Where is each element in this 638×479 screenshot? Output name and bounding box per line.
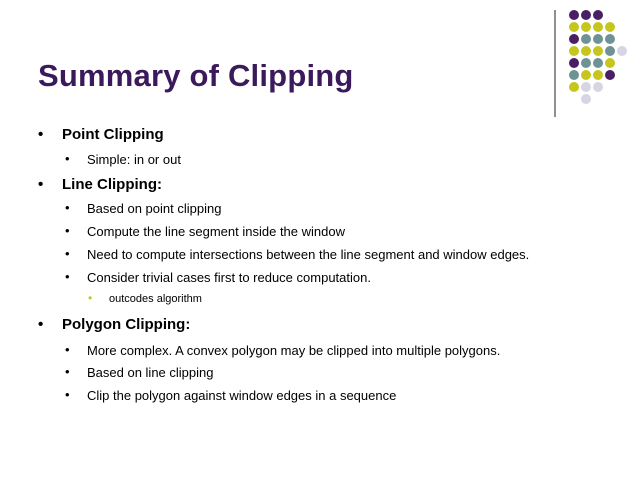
bullet-item bbox=[65, 387, 397, 403]
decorative-dot bbox=[581, 82, 591, 92]
decorative-dot bbox=[605, 70, 615, 80]
decorative-dot bbox=[569, 34, 579, 44]
bullet-text: Line Clipping: bbox=[62, 176, 162, 193]
decorative-dot bbox=[605, 34, 615, 44]
bullet-dot-icon: • bbox=[65, 223, 70, 238]
decorative-dot bbox=[569, 58, 579, 68]
bullet-item bbox=[65, 246, 530, 262]
bullet-dot-icon: • bbox=[38, 126, 44, 143]
bullet-text: Compute the line segment inside the window bbox=[87, 224, 345, 239]
bullet-item bbox=[65, 200, 222, 216]
bullet-item bbox=[38, 316, 191, 333]
bullet-text: Simple: in or out bbox=[87, 152, 181, 167]
bullet-dot-icon: • bbox=[65, 269, 70, 284]
decorative-dot bbox=[593, 46, 603, 56]
bullet-dot-icon: • bbox=[65, 246, 70, 261]
bullet-item bbox=[38, 176, 162, 193]
decorative-dot bbox=[593, 22, 603, 32]
bullet-dot-icon: • bbox=[65, 200, 70, 215]
decorative-dot bbox=[581, 10, 591, 20]
decorative-dot bbox=[581, 22, 591, 32]
slide-title: Summary of Clipping bbox=[38, 58, 354, 93]
decorative-dot bbox=[593, 82, 603, 92]
bullet-dot-icon: • bbox=[65, 342, 70, 357]
decorative-dot bbox=[593, 70, 603, 80]
bullet-text: Point Clipping bbox=[62, 126, 164, 143]
bullet-text: Clip the polygon against window edges in a sequence bbox=[87, 388, 397, 403]
bullet-text: Consider trivial cases first to reduce computation. bbox=[87, 270, 371, 285]
decorative-dot bbox=[581, 58, 591, 68]
decorative-dot bbox=[581, 70, 591, 80]
decorative-dot bbox=[593, 58, 603, 68]
decorative-dot bbox=[581, 94, 591, 104]
bullet-item bbox=[88, 291, 202, 305]
bullet-text: Based on line clipping bbox=[87, 365, 214, 380]
decorative-dot bbox=[569, 22, 579, 32]
decorative-dot bbox=[581, 46, 591, 56]
bullet-dot-icon: • bbox=[88, 291, 93, 305]
bullet-item bbox=[65, 151, 181, 167]
bullet-dot-icon: • bbox=[38, 316, 44, 333]
decorative-dot bbox=[569, 82, 579, 92]
bullet-item bbox=[65, 364, 214, 380]
bullet-item bbox=[38, 126, 164, 143]
decorative-dot bbox=[569, 10, 579, 20]
decorative-dot bbox=[593, 34, 603, 44]
decorative-dot bbox=[581, 34, 591, 44]
bullet-dot-icon: • bbox=[38, 176, 44, 193]
bullet-text: Polygon Clipping: bbox=[62, 316, 191, 333]
decorative-dot bbox=[569, 70, 579, 80]
bullet-text: Need to compute intersections between the line segment and window edges. bbox=[87, 247, 530, 262]
decorative-dot bbox=[617, 46, 627, 56]
decorative-dot bbox=[569, 46, 579, 56]
bullet-item bbox=[65, 342, 501, 358]
decorative-dot bbox=[605, 58, 615, 68]
bullet-item bbox=[65, 223, 345, 239]
decorative-dot bbox=[593, 10, 603, 20]
bullet-item bbox=[65, 269, 371, 285]
decorative-dot bbox=[605, 22, 615, 32]
bullet-dot-icon: • bbox=[65, 151, 70, 166]
bullet-text: Based on point clipping bbox=[87, 201, 222, 216]
decorative-dot bbox=[605, 46, 615, 56]
bullet-text: outcodes algorithm bbox=[109, 293, 202, 305]
bullet-text: More complex. A convex polygon may be clipped into multiple polygons. bbox=[87, 343, 501, 358]
bullet-dot-icon: • bbox=[65, 387, 70, 402]
bullet-dot-icon: • bbox=[65, 364, 70, 379]
